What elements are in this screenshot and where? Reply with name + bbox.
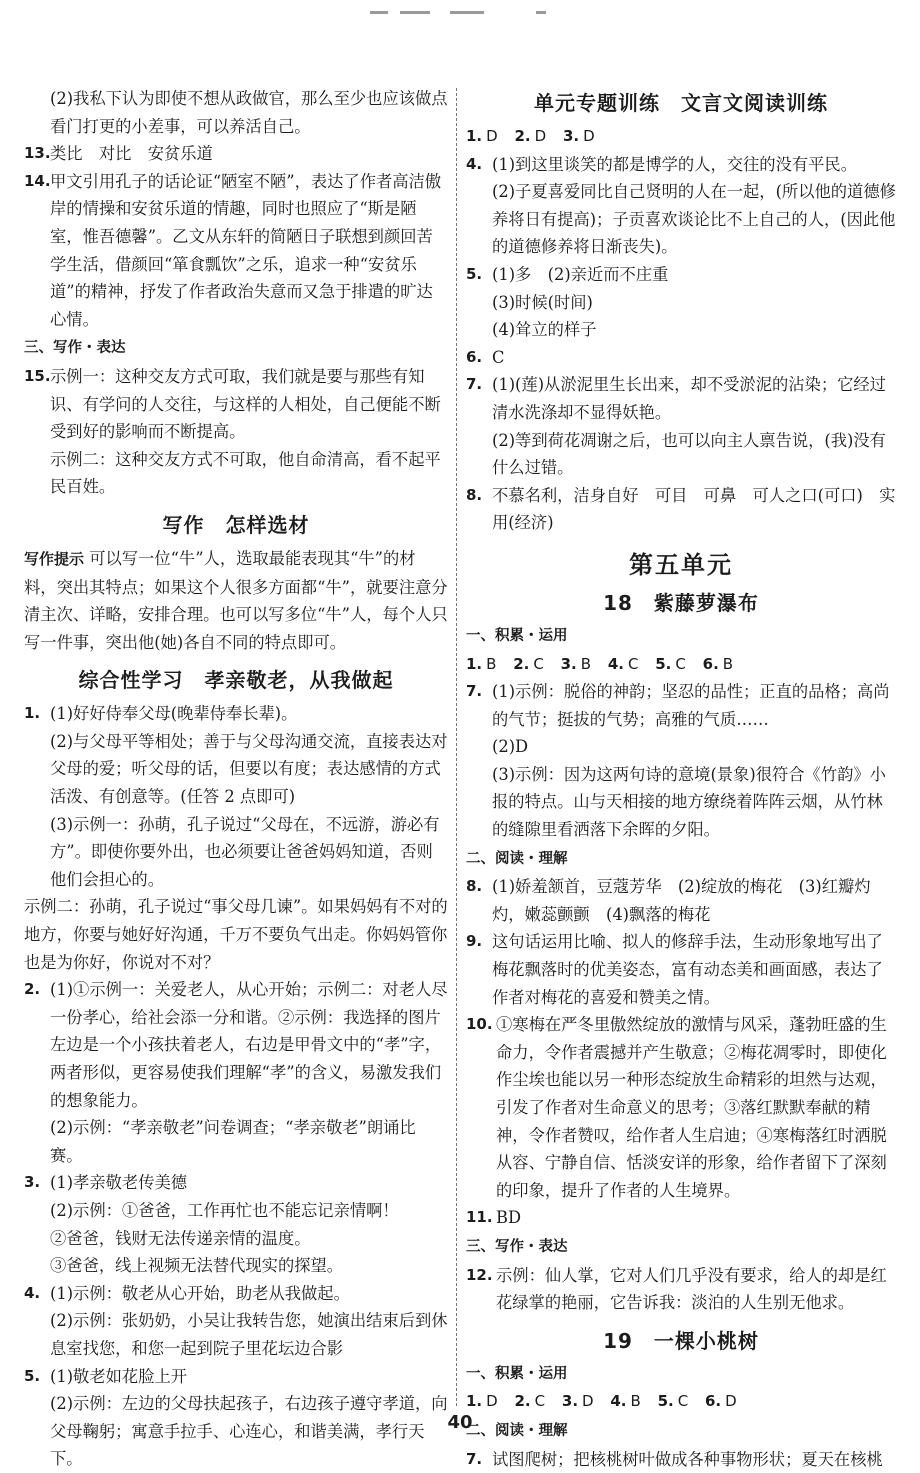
choice-answer: D xyxy=(582,1392,594,1411)
question-6 xyxy=(466,344,896,372)
answer-text: (2)D xyxy=(492,737,529,757)
question-number: 10. xyxy=(466,1015,493,1034)
question-number: 12. xyxy=(466,1265,493,1284)
question-number: 5. xyxy=(466,264,483,283)
question-number: 3. xyxy=(562,127,580,145)
answer-text: ②爸爸，钱财无法传递亲情的温度。 xyxy=(50,1228,311,1248)
left-column xyxy=(24,85,448,1473)
question-4 xyxy=(24,1280,448,1308)
answer-text: (2)示例：张奶奶，小吴让我转告您，她演出结束后到休息室找您，和您一起到院子里花坛边合影 xyxy=(50,1311,448,1358)
section-heading: 三、写作・表达 xyxy=(466,1238,568,1255)
answer-text: 示例：仙人掌，它对人们几乎没有要求，给人的却是红花绿掌的艳丽，它告诉我：淡泊的人生别无他求。 xyxy=(496,1265,887,1313)
question-number: 8. xyxy=(466,485,483,504)
answer-text: 示例一：这种交友方式可取，我们就是要与那些有知识、有学问的人交往，与这样的人相处，自己便能不断受到好的影响而不断提高。 xyxy=(50,366,441,442)
question-13 xyxy=(24,140,448,168)
section-heading: 二、阅读・理解 xyxy=(466,1422,568,1439)
section-heading: 一、积累・运用 xyxy=(466,1365,568,1382)
answer-text: (2)示例：“孝亲敬老”问卷调查；“孝亲敬老”朗诵比赛。 xyxy=(50,1118,416,1165)
section-heading: 一、积累・运用 xyxy=(466,627,568,644)
right-column xyxy=(466,85,896,1473)
choice-answer: B xyxy=(580,654,592,673)
answer-text: 甲文引用孔子的话论证“陋室不陋”，表达了作者高洁傲岸的情操和安贫乐道的情趣，同时也照应了“斯是陋室，惟吾德馨”。乙文从东轩的简陋日子联想到颜回苦学生活，借颜回“箪食瓢饮”之乐，追求一种“安贫乐道”的精神，抒发了作者政治失意而又急于排遣的旷达心情。 xyxy=(50,171,442,329)
answer-text: 类比 对比 安贫乐道 xyxy=(50,144,213,164)
answer-text: (2)与父母平等相处；善于与父母沟通交流，直接表达对父母的爱；听父母的话，但要以有度；表达感情的方式活泼、有创意等。(任答 2 点即可) xyxy=(50,731,448,807)
question-number: 6. xyxy=(466,347,483,366)
section-title-comprehensive: 综合性学习 孝亲敬老，从我做起 xyxy=(78,668,394,693)
question-8 xyxy=(466,482,896,537)
question-number: 4. xyxy=(466,154,483,173)
choice-answer: C xyxy=(675,654,686,673)
answer-text: (3)时候(时间) xyxy=(492,292,593,312)
writing-tip-label: 写作提示 xyxy=(24,549,85,568)
question-number: 5. xyxy=(657,1392,674,1411)
question-number: 1. xyxy=(24,704,41,723)
question-number: 2. xyxy=(24,980,41,999)
answer-text: 示例二：这种交友方式不可取，他自命清高，看不起平民百姓。 xyxy=(50,449,441,497)
column-divider xyxy=(456,88,457,1406)
question-number: 9. xyxy=(466,932,483,951)
question-number: 7. xyxy=(466,682,483,701)
answer-text: (1)敬老如花脸上开 xyxy=(50,1366,188,1386)
question-number: 4. xyxy=(607,654,624,673)
question-number: 2. xyxy=(513,654,530,673)
answer-text: (1)孝亲敬老传美德 xyxy=(50,1173,188,1193)
section-heading: 二、阅读・理解 xyxy=(466,850,568,867)
question-7 xyxy=(466,371,896,426)
question-3 xyxy=(24,1169,448,1197)
answer-text: (1)(莲)从淤泥里生长出来，却不受淤泥的沾染；它经过清水洗涤却不显得妖艳。 xyxy=(492,375,886,422)
question-2 xyxy=(24,976,448,1114)
answer-text: (2)子夏喜爱同比自己贤明的人在一起，(所以他的道德修养将日有提高)；子贡喜欢谈论比不上自己的人，(因此他的道德修养将日渐丧失)。 xyxy=(492,182,896,257)
lesson-title-19: 19 一棵小桃树 xyxy=(603,1328,759,1353)
choice-answer: D xyxy=(486,1392,498,1411)
answer-text: (1)娇羞颔首，豆蔻芳华 (2)绽放的梅花 (3)红瓣灼灼，嫩蕊颤颤 (4)飘落的梅花 xyxy=(492,877,871,924)
question-1 xyxy=(24,700,448,728)
choice-answer: C xyxy=(533,654,544,673)
answer-text: 示例二：孙萌，孔子说过“事父母几谏”。如果妈妈有不对的地方，你要与她好好沟通，千万不要负气出走。你妈妈管你也是为你好，你说对不对？ xyxy=(24,897,448,972)
answer-text: (2)我私下认为即使不想从政做官，那么至少也应该做点看门打更的小差事，可以养活自己。 xyxy=(50,89,448,136)
question-number: 3. xyxy=(24,1173,41,1192)
question-5 xyxy=(24,1363,448,1391)
choice-answer: C xyxy=(534,1392,546,1411)
question-8 xyxy=(466,873,896,928)
unit-heading: 第五单元 xyxy=(629,550,733,579)
section-title-writing: 写作 怎样选材 xyxy=(162,512,310,537)
question-number: 6. xyxy=(705,1392,722,1411)
answer-text: (1)示例：脱俗的神韵；坚忍的品性；正直的品格；高尚的气节；挺拔的气势；高雅的气质…… xyxy=(492,682,890,729)
answer-text: (2)示例：①爸爸，工作再忙也不能忘记亲情啊！ xyxy=(50,1200,399,1220)
question-number: 4. xyxy=(610,1392,627,1411)
multiple-choice-row xyxy=(466,123,896,151)
question-number: 4. xyxy=(24,1283,41,1302)
answer-text: (1)好好侍奉父母(晚辈侍奉长辈)。 xyxy=(50,704,298,724)
question-10 xyxy=(466,1011,896,1204)
choice-answer: D xyxy=(583,127,595,145)
answer-text: ③爸爸，线上视频无法替代现实的探望。 xyxy=(50,1256,344,1276)
question-number: 3. xyxy=(560,654,577,673)
question-number: 11. xyxy=(466,1208,493,1227)
question-12 xyxy=(466,1262,896,1317)
answer-text: 这句话运用比喻、拟人的修辞手法，生动形象地写出了梅花飘落时的优美姿态，富有动态美和画面感，表达了作者对梅花的喜爱和赞美之情。 xyxy=(492,932,883,1007)
answer-text: (3)示例：因为这两句诗的意境(景象)很符合《竹韵》小报的特点。山与天相接的地方缭绕着阵阵云烟，从竹林的缝隙里看洒落下余晖的夕阳。 xyxy=(492,764,886,840)
question-5 xyxy=(466,261,896,289)
question-15 xyxy=(24,363,448,446)
question-number: 13. xyxy=(24,144,51,163)
choice-answer: B xyxy=(722,654,734,673)
question-4 xyxy=(466,151,896,179)
choice-answer: B xyxy=(486,654,497,673)
question-number: 2. xyxy=(514,1392,531,1411)
question-7 xyxy=(466,678,896,733)
multiple-choice-row xyxy=(466,651,896,679)
question-9 xyxy=(466,928,896,1011)
answer-text: ①寒梅在严冬里傲然绽放的激情与风采，蓬勃旺盛的生命力，令作者震撼并产生敬意；②梅花凋零时，即使化作尘埃也能以另一种形态绽放生命精彩的坦然与达观，引发了作者对生命意义的思考；③落红默默奉献的精神，令作者赞叹，给作者人生启迪；④寒梅落红时洒脱从容、宁静自信、恬淡安详的形象，给作者留下了深刻的印象，提升了作者的人生境界。 xyxy=(496,1015,887,1200)
answer-text: (2)示例：左边的父母扶起孩子，右边孩子遵守孝道，向父母鞠躬；寓意手拉手、心连心，和谐美满，孝行天下。 xyxy=(50,1394,448,1469)
section-heading: 三、写作・表达 xyxy=(24,340,126,357)
question-number: 5. xyxy=(655,654,672,673)
choice-answer: D xyxy=(725,1392,737,1411)
choice-answer: B xyxy=(630,1392,641,1411)
question-number: 6. xyxy=(702,654,719,673)
question-7 xyxy=(466,1446,896,1473)
answer-text: 试图爬树；把核桃树叶做成各种事物形状；夏天在核桃 xyxy=(492,1449,883,1469)
writing-tip-text: 可以写一位“牛”人，选取最能表现其“牛”的材料，突出其特点；如果这个人很多方面都“牛”，就要注意分清主次、详略，安排合理。也可以写多位“牛”人，每个人只写一件事，突出他(她)各自不同的特点即可。 xyxy=(24,548,448,652)
answer-text: (1)①示例一：关爱老人，从心开始；示例二：对老人尽一份孝心，给社会添一分和谐。②示例：我选择的图片左边是一个小孩扶着老人，右边是甲骨文中的“孝”字，两者形似，更容易使我们理解“孝”的含义，易激发我们的想象能力。 xyxy=(50,980,448,1110)
answer-text: (3)示例一：孙萌，孔子说过“父母在，不远游，游必有方”。即使你要外出，也必须要让爸爸妈妈知道，否则他们会担心的。 xyxy=(50,814,440,889)
choice-answer: D xyxy=(534,127,547,145)
question-number: 3. xyxy=(561,1392,579,1411)
question-number: 1. xyxy=(466,1392,483,1411)
answer-text: (2)等到荷花凋谢之后，也可以向主人禀告说，(我)没有什么过错。 xyxy=(492,430,886,478)
answer-text: (1)多 (2)亲近而不庄重 xyxy=(492,264,669,284)
question-number: 7. xyxy=(466,375,483,394)
choice-answer: C xyxy=(627,654,639,673)
choice-answer: C xyxy=(677,1392,689,1411)
question-number: 1. xyxy=(466,127,483,145)
question-number: 14. xyxy=(24,171,51,190)
question-number: 5. xyxy=(24,1366,41,1385)
page-number: 40 xyxy=(447,1412,473,1433)
lesson-title-18: 18 紫藤萝瀑布 xyxy=(603,590,759,615)
question-number: 7. xyxy=(466,1449,483,1468)
question-number: 1. xyxy=(466,654,483,673)
section-title-unit-training: 单元专题训练 文言文阅读训练 xyxy=(534,91,828,115)
answer-text: BD xyxy=(496,1208,522,1228)
question-number: 8. xyxy=(466,877,483,896)
answer-text: 不慕名利，洁身自好 可目 可鼻 可人之口(可口) 实用(经济) xyxy=(492,485,896,533)
choice-answer: D xyxy=(486,127,498,145)
question-number: 2. xyxy=(514,127,531,145)
answer-text: (4)耸立的样子 xyxy=(492,320,597,340)
writing-tip xyxy=(24,545,448,656)
answer-text: (1)到这里谈笑的都是博学的人，交往的没有平民。 xyxy=(492,154,857,174)
question-number: 15. xyxy=(24,366,51,385)
answer-text: C xyxy=(492,347,505,367)
answer-text: (1)示例：敬老从心开始，助老从我做起。 xyxy=(50,1283,350,1303)
question-11 xyxy=(466,1204,896,1232)
question-14 xyxy=(24,168,448,334)
top-crop-mark xyxy=(360,8,560,16)
